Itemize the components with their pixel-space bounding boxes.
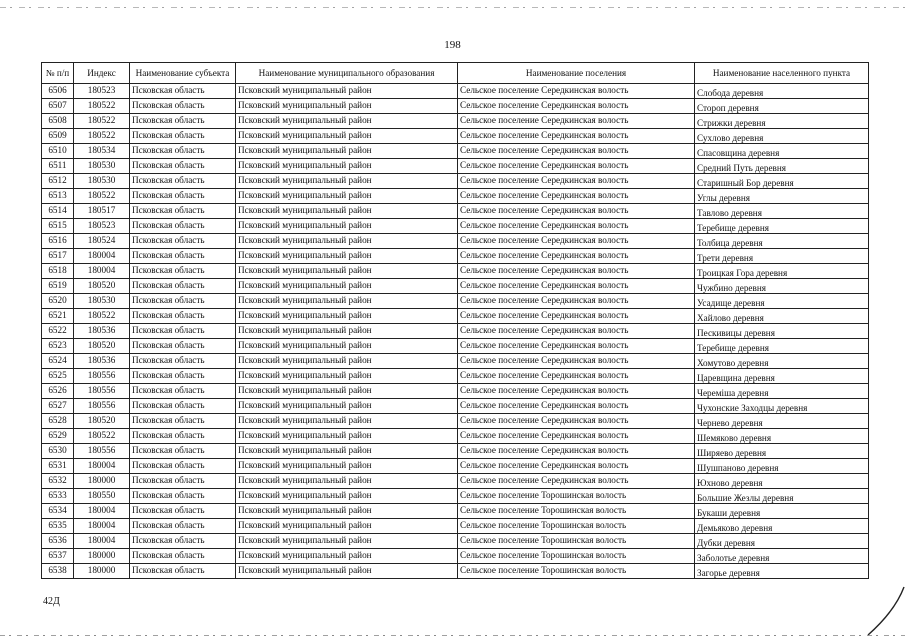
cell-settlement: Сельское поселение Середкинская волость — [458, 174, 695, 189]
cell-settlement: Сельское поселение Середкинская волость — [458, 99, 695, 114]
cell-locality: Пескивицы деревня — [695, 324, 869, 339]
cell-settlement: Сельское поселение Середкинская волость — [458, 204, 695, 219]
cell-index: 180004 — [74, 264, 130, 279]
cell-municipality: Псковский муниципальный район — [236, 99, 458, 114]
cell-row-number: 6513 — [42, 189, 74, 204]
cell-locality: Демьяково деревня — [695, 519, 869, 534]
cell-settlement: Сельское поселение Торошинская волость — [458, 534, 695, 549]
table-row — [42, 84, 869, 99]
cell-subject: Псковская область — [130, 459, 236, 474]
table-row — [42, 504, 869, 519]
cell-subject: Псковская область — [130, 324, 236, 339]
cell-locality: Сухлово деревня — [695, 129, 869, 144]
cell-municipality: Псковский муниципальный район — [236, 249, 458, 264]
cell-index: 180530 — [74, 159, 130, 174]
header-row-number: № п/п — [42, 63, 74, 84]
cell-index: 180556 — [74, 444, 130, 459]
cell-settlement: Сельское поселение Середкинская волость — [458, 474, 695, 489]
cell-municipality: Псковский муниципальный район — [236, 384, 458, 399]
header-subject: Наименование субъекта — [130, 63, 236, 84]
page-number: 198 — [444, 39, 461, 51]
cell-settlement: Сельское поселение Середкинская волость — [458, 264, 695, 279]
cell-locality: Чухонские Заходцы деревня — [695, 399, 869, 414]
cell-settlement: Сельское поселение Торошинская волость — [458, 489, 695, 504]
cell-index: 180000 — [74, 564, 130, 579]
cell-locality: Шемяково деревня — [695, 429, 869, 444]
cell-row-number: 6509 — [42, 129, 74, 144]
cell-index: 180522 — [74, 114, 130, 129]
cell-row-number: 6534 — [42, 504, 74, 519]
cell-municipality: Псковский муниципальный район — [236, 564, 458, 579]
cell-settlement: Сельское поселение Середкинская волость — [458, 129, 695, 144]
cell-row-number: 6522 — [42, 324, 74, 339]
cell-subject: Псковская область — [130, 489, 236, 504]
cell-locality: Заболотье деревня — [695, 549, 869, 564]
cell-locality: Большие Жезлы деревня — [695, 489, 869, 504]
table-header-row — [42, 63, 869, 84]
cell-index: 180523 — [74, 219, 130, 234]
cell-index: 180524 — [74, 234, 130, 249]
cell-row-number: 6521 — [42, 309, 74, 324]
cell-municipality: Псковский муниципальный район — [236, 309, 458, 324]
table-row — [42, 354, 869, 369]
cell-subject: Псковская область — [130, 414, 236, 429]
cell-row-number: 6520 — [42, 294, 74, 309]
table-row — [42, 369, 869, 384]
table-row — [42, 324, 869, 339]
cell-row-number: 6512 — [42, 174, 74, 189]
cell-subject: Псковская область — [130, 129, 236, 144]
cell-locality: Средний Путь деревня — [695, 159, 869, 174]
cell-municipality: Псковский муниципальный район — [236, 369, 458, 384]
cell-municipality: Псковский муниципальный район — [236, 219, 458, 234]
cell-settlement: Сельское поселение Торошинская волость — [458, 519, 695, 534]
cell-index: 180534 — [74, 144, 130, 159]
cell-subject: Псковская область — [130, 84, 236, 99]
cell-subject: Псковская область — [130, 474, 236, 489]
cell-row-number: 6508 — [42, 114, 74, 129]
cell-locality: Хомутово деревня — [695, 354, 869, 369]
cell-subject: Псковская область — [130, 354, 236, 369]
header-settlement: Наименование поселения — [458, 63, 695, 84]
cell-index: 180000 — [74, 474, 130, 489]
cell-municipality: Псковский муниципальный район — [236, 84, 458, 99]
table-row — [42, 459, 869, 474]
cell-subject: Псковская область — [130, 294, 236, 309]
cell-row-number: 6525 — [42, 369, 74, 384]
table-row — [42, 399, 869, 414]
cell-subject: Псковская область — [130, 264, 236, 279]
table-row — [42, 159, 869, 174]
cell-municipality: Псковский муниципальный район — [236, 159, 458, 174]
cell-municipality: Псковский муниципальный район — [236, 339, 458, 354]
cell-index: 180522 — [74, 99, 130, 114]
cell-row-number: 6526 — [42, 384, 74, 399]
cell-locality: Теребище деревня — [695, 219, 869, 234]
cell-index: 180556 — [74, 369, 130, 384]
cell-row-number: 6523 — [42, 339, 74, 354]
cell-locality: Стороп деревня — [695, 99, 869, 114]
cell-municipality: Псковский муниципальный район — [236, 534, 458, 549]
cell-subject: Псковская область — [130, 204, 236, 219]
cell-settlement: Сельское поселение Середкинская волость — [458, 444, 695, 459]
cell-locality: Тавлово деревня — [695, 204, 869, 219]
cell-row-number: 6511 — [42, 159, 74, 174]
table-row — [42, 564, 869, 579]
cell-subject: Псковская область — [130, 114, 236, 129]
cell-settlement: Сельское поселение Торошинская волость — [458, 564, 695, 579]
cell-locality: Чужбино деревня — [695, 279, 869, 294]
table-row — [42, 189, 869, 204]
table-row — [42, 414, 869, 429]
cell-subject: Псковская область — [130, 549, 236, 564]
cell-municipality: Псковский муниципальный район — [236, 189, 458, 204]
cell-settlement: Сельское поселение Середкинская волость — [458, 159, 695, 174]
table-row — [42, 294, 869, 309]
cell-row-number: 6517 — [42, 249, 74, 264]
cell-subject: Псковская область — [130, 234, 236, 249]
cell-municipality: Псковский муниципальный район — [236, 294, 458, 309]
cell-municipality: Псковский муниципальный район — [236, 429, 458, 444]
cell-index: 180004 — [74, 459, 130, 474]
table-row — [42, 144, 869, 159]
table-row — [42, 219, 869, 234]
cell-municipality: Псковский муниципальный район — [236, 549, 458, 564]
cell-subject: Псковская область — [130, 99, 236, 114]
cell-settlement: Сельское поселение Середкинская волость — [458, 249, 695, 264]
cell-subject: Псковская область — [130, 519, 236, 534]
cell-municipality: Псковский муниципальный район — [236, 399, 458, 414]
cell-index: 180536 — [74, 354, 130, 369]
cell-index: 180520 — [74, 339, 130, 354]
cell-settlement: Сельское поселение Середкинская волость — [458, 279, 695, 294]
cell-municipality: Псковский муниципальный район — [236, 354, 458, 369]
cell-settlement: Сельское поселение Середкинская волость — [458, 114, 695, 129]
cell-subject: Псковская область — [130, 444, 236, 459]
table-row — [42, 249, 869, 264]
table-row — [42, 129, 869, 144]
cell-municipality: Псковский муниципальный район — [236, 264, 458, 279]
cell-locality: Череміша деревня — [695, 384, 869, 399]
cell-index: 180522 — [74, 309, 130, 324]
cell-locality: Стрижки деревня — [695, 114, 869, 129]
table-row — [42, 429, 869, 444]
table-body — [42, 84, 869, 579]
cell-settlement: Сельское поселение Середкинская волость — [458, 219, 695, 234]
scan-edge-bottom — [0, 635, 905, 636]
cell-locality: Юхново деревня — [695, 474, 869, 489]
table-row — [42, 519, 869, 534]
cell-locality: Толбица деревня — [695, 234, 869, 249]
cell-index: 180517 — [74, 204, 130, 219]
page-code: 42Д — [43, 596, 60, 607]
cell-locality: Спасовщина деревня — [695, 144, 869, 159]
cell-municipality: Псковский муниципальный район — [236, 234, 458, 249]
cell-municipality: Псковский муниципальный район — [236, 519, 458, 534]
cell-settlement: Сельское поселение Середкинская волость — [458, 144, 695, 159]
cell-row-number: 6538 — [42, 564, 74, 579]
cell-index: 180556 — [74, 384, 130, 399]
cell-municipality: Псковский муниципальный район — [236, 174, 458, 189]
cell-settlement: Сельское поселение Середкинская волость — [458, 294, 695, 309]
cell-locality: Старишный Бор деревня — [695, 174, 869, 189]
cell-row-number: 6537 — [42, 549, 74, 564]
cell-subject: Псковская область — [130, 144, 236, 159]
cell-index: 180004 — [74, 249, 130, 264]
cell-row-number: 6510 — [42, 144, 74, 159]
cell-row-number: 6516 — [42, 234, 74, 249]
cell-subject: Псковская область — [130, 339, 236, 354]
cell-municipality: Псковский муниципальный район — [236, 204, 458, 219]
settlements-table — [41, 62, 869, 579]
cell-index: 180522 — [74, 189, 130, 204]
cell-subject: Псковская область — [130, 504, 236, 519]
cell-row-number: 6531 — [42, 459, 74, 474]
scan-edge-top — [0, 7, 905, 8]
cell-locality: Троицкая Гора деревня — [695, 264, 869, 279]
table-row — [42, 534, 869, 549]
cell-index: 180522 — [74, 429, 130, 444]
cell-index: 180523 — [74, 84, 130, 99]
table-row — [42, 204, 869, 219]
cell-settlement: Сельское поселение Середкинская волость — [458, 414, 695, 429]
cell-settlement: Сельское поселение Середкинская волость — [458, 369, 695, 384]
cell-row-number: 6515 — [42, 219, 74, 234]
table-row — [42, 474, 869, 489]
table-row — [42, 309, 869, 324]
cell-settlement: Сельское поселение Середкинская волость — [458, 189, 695, 204]
cell-municipality: Псковский муниципальный район — [236, 114, 458, 129]
cell-locality: Углы деревня — [695, 189, 869, 204]
cell-index: 180556 — [74, 399, 130, 414]
cell-locality: Слобода деревня — [695, 84, 869, 99]
cell-locality: Трети деревня — [695, 249, 869, 264]
cell-municipality: Псковский муниципальный район — [236, 129, 458, 144]
cell-settlement: Сельское поселение Середкинская волость — [458, 324, 695, 339]
cell-index: 180004 — [74, 534, 130, 549]
cell-municipality: Псковский муниципальный район — [236, 144, 458, 159]
cell-settlement: Сельское поселение Торошинская волость — [458, 504, 695, 519]
cell-row-number: 6530 — [42, 444, 74, 459]
cell-settlement: Сельское поселение Середкинская волость — [458, 354, 695, 369]
header-municipality: Наименование муниципального образования — [236, 63, 458, 84]
table-row — [42, 264, 869, 279]
cell-locality: Усадище деревня — [695, 294, 869, 309]
cell-subject: Псковская область — [130, 309, 236, 324]
cell-locality: Шушпаново деревня — [695, 459, 869, 474]
table-row — [42, 339, 869, 354]
cell-row-number: 6533 — [42, 489, 74, 504]
cell-row-number: 6507 — [42, 99, 74, 114]
cell-locality: Чернево деревня — [695, 414, 869, 429]
table-row — [42, 99, 869, 114]
table-row — [42, 444, 869, 459]
cell-locality: Хайлово деревня — [695, 309, 869, 324]
cell-row-number: 6535 — [42, 519, 74, 534]
header-locality: Наименование населенного пункта — [695, 63, 869, 84]
cell-row-number: 6529 — [42, 429, 74, 444]
cell-municipality: Псковский муниципальный район — [236, 489, 458, 504]
cell-row-number: 6506 — [42, 84, 74, 99]
cell-row-number: 6514 — [42, 204, 74, 219]
cell-row-number: 6519 — [42, 279, 74, 294]
cell-municipality: Псковский муниципальный район — [236, 414, 458, 429]
table-row — [42, 114, 869, 129]
cell-municipality: Псковский муниципальный район — [236, 474, 458, 489]
cell-row-number: 6527 — [42, 399, 74, 414]
cell-subject: Псковская область — [130, 384, 236, 399]
table-row — [42, 279, 869, 294]
page-fold-line — [860, 585, 905, 640]
cell-settlement: Сельское поселение Середкинская волость — [458, 339, 695, 354]
cell-settlement: Сельское поселение Середкинская волость — [458, 429, 695, 444]
cell-index: 180520 — [74, 414, 130, 429]
cell-municipality: Псковский муниципальный район — [236, 279, 458, 294]
cell-index: 180550 — [74, 489, 130, 504]
table-row — [42, 174, 869, 189]
cell-locality: Ширяево деревня — [695, 444, 869, 459]
cell-locality: Теребище деревня — [695, 339, 869, 354]
cell-settlement: Сельское поселение Середкинская волость — [458, 309, 695, 324]
cell-settlement: Сельское поселение Середкинская волость — [458, 84, 695, 99]
cell-locality: Букаши деревня — [695, 504, 869, 519]
cell-settlement: Сельское поселение Торошинская волость — [458, 549, 695, 564]
cell-locality: Царевщина деревня — [695, 369, 869, 384]
table-row — [42, 549, 869, 564]
cell-row-number: 6536 — [42, 534, 74, 549]
cell-subject: Псковская область — [130, 249, 236, 264]
header-index: Индекс — [74, 63, 130, 84]
table-row — [42, 384, 869, 399]
cell-index: 180536 — [74, 324, 130, 339]
cell-subject: Псковская область — [130, 399, 236, 414]
cell-index: 180520 — [74, 279, 130, 294]
cell-subject: Псковская область — [130, 189, 236, 204]
cell-subject: Псковская область — [130, 159, 236, 174]
cell-municipality: Псковский муниципальный район — [236, 459, 458, 474]
cell-index: 180522 — [74, 129, 130, 144]
cell-index: 180004 — [74, 504, 130, 519]
cell-settlement: Сельское поселение Середкинская волость — [458, 459, 695, 474]
table-row — [42, 489, 869, 504]
cell-subject: Псковская область — [130, 369, 236, 384]
cell-subject: Псковская область — [130, 174, 236, 189]
cell-municipality: Псковский муниципальный район — [236, 444, 458, 459]
cell-row-number: 6528 — [42, 414, 74, 429]
cell-row-number: 6524 — [42, 354, 74, 369]
cell-subject: Псковская область — [130, 564, 236, 579]
cell-index: 180530 — [74, 294, 130, 309]
table-row — [42, 234, 869, 249]
cell-settlement: Сельское поселение Середкинская волость — [458, 399, 695, 414]
cell-settlement: Сельское поселение Середкинская волость — [458, 234, 695, 249]
cell-subject: Псковская область — [130, 219, 236, 234]
cell-index: 180004 — [74, 519, 130, 534]
cell-subject: Псковская область — [130, 534, 236, 549]
cell-row-number: 6532 — [42, 474, 74, 489]
cell-row-number: 6518 — [42, 264, 74, 279]
cell-subject: Псковская область — [130, 429, 236, 444]
cell-municipality: Псковский муниципальный район — [236, 504, 458, 519]
cell-settlement: Сельское поселение Середкинская волость — [458, 384, 695, 399]
cell-municipality: Псковский муниципальный район — [236, 324, 458, 339]
cell-subject: Псковская область — [130, 279, 236, 294]
cell-index: 180530 — [74, 174, 130, 189]
cell-index: 180000 — [74, 549, 130, 564]
cell-locality: Дубки деревня — [695, 534, 869, 549]
cell-locality: Загорье деревня — [695, 564, 869, 579]
